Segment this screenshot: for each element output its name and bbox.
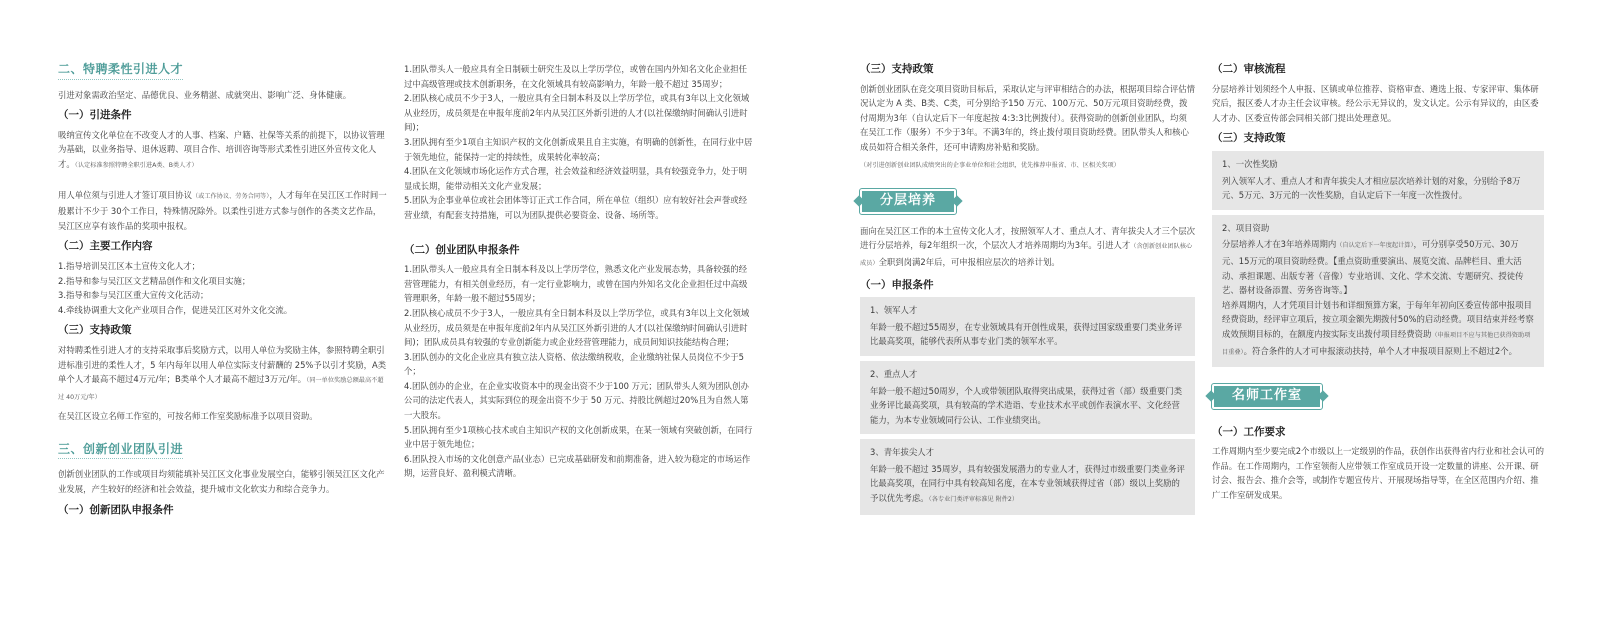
list-item: 1.团队带头人一般应具有全日制本科及以上学历学位，熟悉文化产业发展态势，具备较强的经营管理能力，有相关创业经历，有一定行业影响力，或曾在国内外知名文化企业担任过中高级管理职务，年龄一般不超过55周岁； xyxy=(404,264,748,304)
box-text: 年龄一般不超过50周岁，个人或带领团队取得突出成果，获得过省（部）级重要门类业务评比最高奖项，具有较高的学术造诣、专业技术水平或创作表演水平、文化经营能力，为本专业领域同行公认、工作业绩突出。 xyxy=(870,385,1183,425)
box-title: 1、一次性奖励 xyxy=(1222,158,1278,169)
startup-conditions-list xyxy=(404,262,754,481)
paragraph: 分层培养计划须经个人申报、区镇或单位推荐、资格审查、遴选上报、专家评审、集体研究后，报区委人才办主任会议审核。经公示无异议的，发文认定。公示有异议的，由区委人才办、区委宣传部会同相关部门提出处理意见。 xyxy=(1212,83,1539,123)
note: （自认定后下一年度起计算） xyxy=(1336,242,1414,250)
list-item: 4.牵线协调重大文化产业项目合作，促进吴江区对外文化交流。 xyxy=(58,304,293,315)
heading-application-conditions: （一）申报条件 xyxy=(860,278,934,291)
section-title-flexible-talent: 二、特聘柔性引进人才 xyxy=(58,62,183,80)
section-title-team: 三、创新创业团队引进 xyxy=(58,442,183,460)
box-text: 培养周期内，人才凭项目计划书和详细预算方案，于每年年初向区委宣传部申报项目经费资助，经评审立项后，按立项金额先期拨付50%的启动经费。项目结束并经考察成效预期目标的，在额度内按实际支出拨付项目经费资助（申报项目不应与其他已获得资助项目重叠）。符合条件的人才可申报滚动扶持，单个人才申报项目原则上不超过2个。 xyxy=(1222,299,1534,356)
list-item: 6.团队投入市场的文化创意产品(业态）已完成基础研发和前期准备，进入较为稳定的市场运作期，运营良好、盈利模式清晰。 xyxy=(404,453,751,479)
heading-team-support: （三）支持政策 xyxy=(860,63,934,75)
paragraph: 吸纳宣传文化单位在不改变人才的人事、档案、户籍、社保等关系的前提下，以协议管理为基础，以业务指导、退休返聘、项目合作、培训咨询等形式柔性引进区外宣传文化人才。（认定标准参照特聘全职引进A类、B类人才） xyxy=(58,129,385,169)
heading-review-process: （二）审核流程 xyxy=(1212,63,1286,75)
box-title: 2、项目资助 xyxy=(1222,222,1270,233)
list-item: 2.团队核心成员不少于3人，一般应具有全日制本科及以上学历学位，或具有3年以上文化领域从业经历，成员须是在申报年度前2年内从吴江区外新引进的人才(以社保缴纳时间确认引进时间)；团队成员具有较强的专业创新能力或企业经营管理能力，成员间知识技能结构合理； xyxy=(404,307,750,348)
box-text: 分层培养人才在3年培养周期内（自认定后下一年度起计算），可分别享受50万元、30万元、15万元的项目资助经费。【重点资助重要演出、展览交流、品牌栏目、重大活动、承担课题、出版专著（音像）专业培训、文化、学术交流、专题研究、授徒传艺、器材设备添置、劳务咨询等。】 xyxy=(1222,239,1524,296)
heading-main-work: （二）主要工作内容 xyxy=(58,240,153,253)
paragraph: 对特聘柔性引进人才的支持采取事后奖励方式，以用人单位为奖励主体，参照特聘全职引进标准引进的柔性人才，5 年内每年以用人单位实际支付薪酬的 25%予以引才奖励，A类单个人才最高不超过4万元/年；B类单个人才最高不超过3万元/年。（同一单位奖励总额最高不超过 40万元/年） xyxy=(58,344,387,401)
innovation-conditions-list xyxy=(404,62,754,223)
note: （各专业门类评审标准见 附件2） xyxy=(928,496,1019,504)
list-item: 4.团队在文化领域市场化运作方式合理，社会效益和经济效益明显，具有较强竞争力，处于明显成长期，能带动相关文化产业发展； xyxy=(404,166,747,191)
paragraph: 在吴江区设立名师工作室的，可按名师工作室奖励标准予以项目资助。 xyxy=(58,411,318,422)
badge-master-studio: 名师工作室 xyxy=(1212,384,1322,409)
box-text: 年龄一般不超过55周岁，在专业领域具有开创性成果，获得过国家级重要门类业务评比最高奖项，能够代表所从事专业门类的领军水平。 xyxy=(870,321,1183,347)
box-key-talent xyxy=(860,361,1195,434)
list-item: 3.团队创办的文化企业应具有独立法人资格、依法缴纳税收，企业缴纳社保人员岗位不少于5个； xyxy=(404,351,744,377)
list-item: 3.指导和参与吴江区重大宣传文化活动； xyxy=(58,290,209,301)
heading-startup-team: （二）创业团队申报条件 xyxy=(404,243,520,256)
box-leading-talent xyxy=(860,297,1195,356)
box-text: 年龄一般不超过 35周岁，具有较强发展潜力的专业人才，获得过市级重要门类业务评比最高奖项，在同行中具有较高知名度，在本专业领域获得过省（部）级以上奖励的予以优先考虑。（各专业门类评审标准见 附件2） xyxy=(870,463,1185,504)
box-title: 1、领军人才 xyxy=(870,305,918,316)
paragraph: 用人单位须与引进人才签订项目协议（或工作协议、劳务合同等），人才每年在吴江区工作时间一般累计不少于 30个工作日，特殊情况除外。以柔性引进方式参与创作的各类文艺作品，吴江区应享有该作品的奖项申报权。 xyxy=(58,189,387,231)
note: （申报项目不应与其他已获得资助项目重叠） xyxy=(1222,331,1531,356)
box-young-talent xyxy=(860,439,1195,514)
note: （同一单位奖励总额最高不超过 40万元/年） xyxy=(58,377,384,401)
list-item: 5.团队为企事业单位或社会团体等订正式工作合同，所在单位（组织）应有较好社会声誉或经营业绩，有配套支持措施，可以为团队提供必要资金、设备、场所等。 xyxy=(404,195,747,220)
column-3 xyxy=(860,62,1195,520)
list-item: 2.团队核心成员不少于3人，一般应具有全日制本科及以上学历学位，或具有3年以上文化领域从业经历，成员须是在申报年度前2年内从吴江区外新引进的人才(以社保缴纳时间确认引进时间)； xyxy=(404,93,750,133)
heading-support-policy: （三）支持政策 xyxy=(1212,132,1286,145)
box-project-funding xyxy=(1212,215,1544,367)
list-item: 1.指导培训吴江区本土宣传文化人才； xyxy=(58,260,200,271)
list-item: 1.团队带头人一般应具有全日制硕士研究生及以上学历学位，或曾在国内外知名文化企业担任过中高级管理或技术创新职务，在文化领域具有较高影响力，年龄一般不超过 35周岁； xyxy=(404,64,747,89)
note: （或工作协议、劳务合同等） xyxy=(192,192,270,200)
box-title: 2、重点人才 xyxy=(870,368,918,379)
note: （含创新创业团队核心成员） xyxy=(860,243,1193,267)
column-4 xyxy=(1212,62,1544,507)
badge-tiered-training: 分层培养 xyxy=(860,189,956,214)
paragraph: 创新创业团队的工作或项目均须能填补吴江区文化事业发展空白，能够引领吴江区文化产业发展，产生较好的经济和社会效益，提升城市文化软实力和综合竞争力。 xyxy=(58,469,385,495)
paragraph: 面向在吴江区工作的本土宣传文化人才，按照领军人才、重点人才、青年拔尖人才三个层次进行分层培养，每2年组织一次，个层次人才培养周期均为3年。引进人才（含创新创业团队核心成员）全职到岗满2年后，可申报相应层次的培养计划。 xyxy=(860,225,1195,267)
note: （对引进创新创业团队成绩突出的企事业单位和社会组织，优先推荐申报省、市、区相关奖项） xyxy=(860,161,1120,169)
column-2 xyxy=(404,62,754,485)
heading-intro-conditions: （一）引进条件 xyxy=(58,109,132,122)
paragraph: 创新创业团队在竞交项目资助目标后，采取认定与评审相结合的办法，根据项目综合评估情况认定为 A 类、B类、C类，可分别给予150 万元、100万元、50万元项目资助经费，拨付周期为3年（自认定后下一年度起按 4:3:3比例拨付）。获得资助的创新创业团队，均须在吴江工作（服务）不少于3年。不满3年的，终止拨付项目资助经费。团队带头人和核心成员如符合相关条件，还可申请购房补贴和奖励。 xyxy=(860,83,1195,152)
heading-support-policy: （三）支持政策 xyxy=(58,324,132,337)
heading-work-requirements: （一）工作要求 xyxy=(1212,425,1286,438)
intro-text: 引进对象需政治坚定、品德优良、业务精湛、成就突出、影响广泛、身体健康。 xyxy=(58,89,352,100)
paragraph: 工作周期内至少要完成2个市级以上一定级别的作品，获创作出获得省内行业和社会认可的作品。在工作周期内，工作室领衔人应带领工作室成员开设一定数量的讲座、公开课、研讨会、报告会、推介会等，或制作专题宣传片、开展现场指导等，在全区范围内介绍、推广工作室研发成果。 xyxy=(1212,446,1544,501)
list-item: 2.指导和参与吴江区文艺精品创作和文化项目实施； xyxy=(58,275,251,286)
box-text: 列入领军人才、重点人才和青年拔尖人才相应层次培养计划的对象，分别给予8万元、5万元、3万元的一次性奖励，自认定后下一年度一次性拨付。 xyxy=(1222,175,1521,201)
list-item: 5.团队拥有至少1项核心技术或自主知识产权的文化创新成果，在某一领域有突破创新，在同行业中居于领先地位； xyxy=(404,424,753,450)
list-item: 4.团队创办的企业，在企业实收资本中的现金出资不少于100 万元；团队带头人须为团队创办公司的法定代表人，其实际到位的现金出资不少于 50 万元、持股比例超过20%且为自然人第一大股东。 xyxy=(404,380,749,421)
work-list xyxy=(58,259,388,317)
heading-innovation-team: （一）创新团队申报条件 xyxy=(58,503,174,516)
note: （认定标准参照特聘全职引进A类、B类人才） xyxy=(74,161,198,169)
box-one-time-reward xyxy=(1212,151,1544,210)
column-1 xyxy=(58,62,388,522)
box-title: 3、青年拔尖人才 xyxy=(870,447,934,458)
list-item: 3.团队拥有至少1项自主知识产权的文化创新成果且自主实施，有明确的创新性，在同行业中居于领先地位，能保持一定的持续性，成果转化率较高； xyxy=(404,136,753,162)
